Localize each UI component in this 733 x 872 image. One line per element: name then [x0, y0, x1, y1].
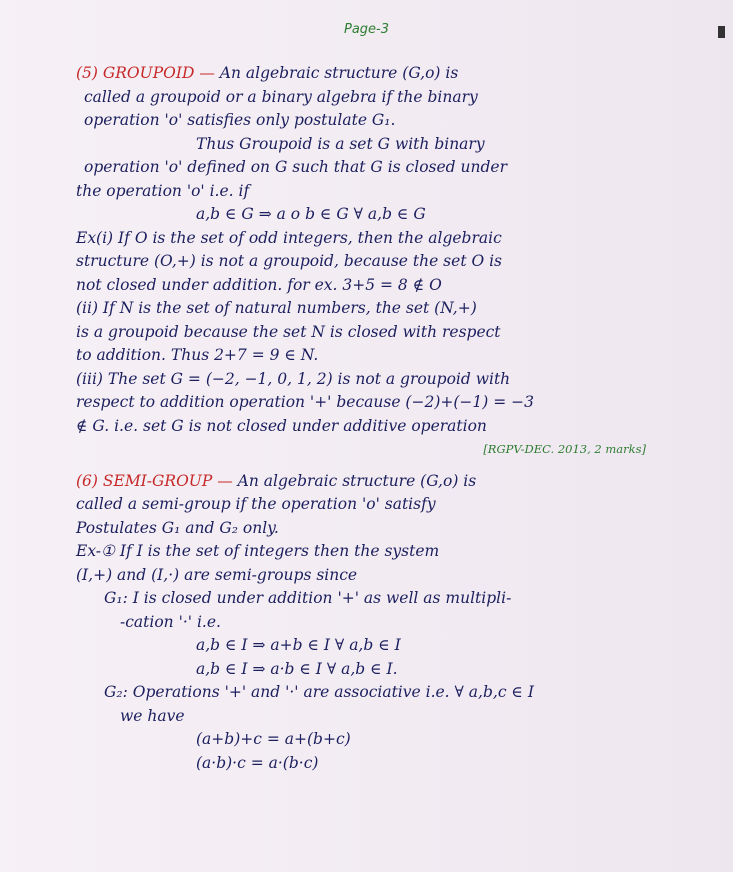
section6-example: -cation '·' i.e.	[120, 612, 221, 631]
page-content	[76, 62, 716, 775]
section6-example: we have	[120, 706, 185, 725]
section5-example: Ex(i) If O is the set of odd integers, then the algebraic	[76, 228, 502, 247]
exam-reference: [RGPV-DEC. 2013, 2 marks]	[483, 442, 646, 456]
section5-line: operation 'o' satisfies only postulate G₁.	[84, 111, 396, 129]
section6-example: G₁: I is closed under addition '+' as well as multipli-	[104, 589, 512, 607]
section5-line: An algebraic structure (G,o) is	[219, 64, 459, 82]
section5-line: Thus Groupoid is a set G with binary	[196, 134, 485, 153]
section-gap	[76, 462, 716, 470]
section5-example: (ii) If N is the set of natural numbers, the set (N,+)	[76, 299, 477, 317]
section5-example: is a groupoid because the set N is closed with respect	[76, 322, 501, 341]
section5-heading: (5) GROUPOID —	[76, 64, 215, 82]
page-corner-mark	[718, 26, 725, 38]
section5-definition: a,b ∈ G ⇒ a o b ∈ G ∀ a,b ∈ G	[196, 205, 426, 223]
page-number: Page-3	[343, 22, 390, 37]
section6-heading-line	[76, 470, 716, 494]
section5-example: respect to addition operation '+' because (−2)+(−1) = −3	[76, 393, 534, 411]
section5-example: not closed under addition. for ex. 3+5 = 8 ∉ O	[76, 275, 442, 294]
section5-line: the operation 'o' i.e. if	[76, 181, 250, 200]
section6-line: Postulates G₁ and G₂ only.	[76, 518, 279, 537]
section6-example: a,b ∈ I ⇒ a·b ∈ I ∀ a,b ∈ I.	[196, 659, 398, 678]
section6-example: a,b ∈ I ⇒ a+b ∈ I ∀ a,b ∈ I	[196, 636, 401, 654]
section6-example: Ex-① If I is the set of integers then the system	[76, 542, 440, 560]
section6-example: (a·b)·c = a·(b·c)	[196, 753, 319, 772]
section5-example: (iii) The set G = (−2, −1, 0, 1, 2) is not a groupoid with	[76, 369, 511, 388]
section5-example: to addition. Thus 2+7 = 9 ∈ N.	[76, 346, 319, 364]
section5-line: operation 'o' defined on G such that G is closed under	[84, 158, 507, 176]
section5-example: structure (O,+) is not a groupoid, because the set O is	[76, 252, 503, 270]
section5-example: ∉ G. i.e. set G is not closed under additive operation	[76, 416, 487, 435]
section6-line: An algebraic structure (G,o) is	[237, 471, 477, 490]
section5-line: called a groupoid or a binary algebra if the binary	[84, 87, 478, 106]
section6-example: (a+b)+c = a+(b+c)	[196, 730, 351, 748]
section6-heading: (6) SEMI-GROUP —	[76, 471, 233, 490]
section6-example: (I,+) and (I,·) are semi-groups since	[76, 565, 358, 584]
section6-example: G₂: Operations '+' and '·' are associative i.e. ∀ a,b,c ∈ I	[104, 683, 534, 701]
section5-heading-line	[76, 62, 716, 86]
section6-line: called a semi-group if the operation 'o' satisfy	[76, 495, 436, 513]
